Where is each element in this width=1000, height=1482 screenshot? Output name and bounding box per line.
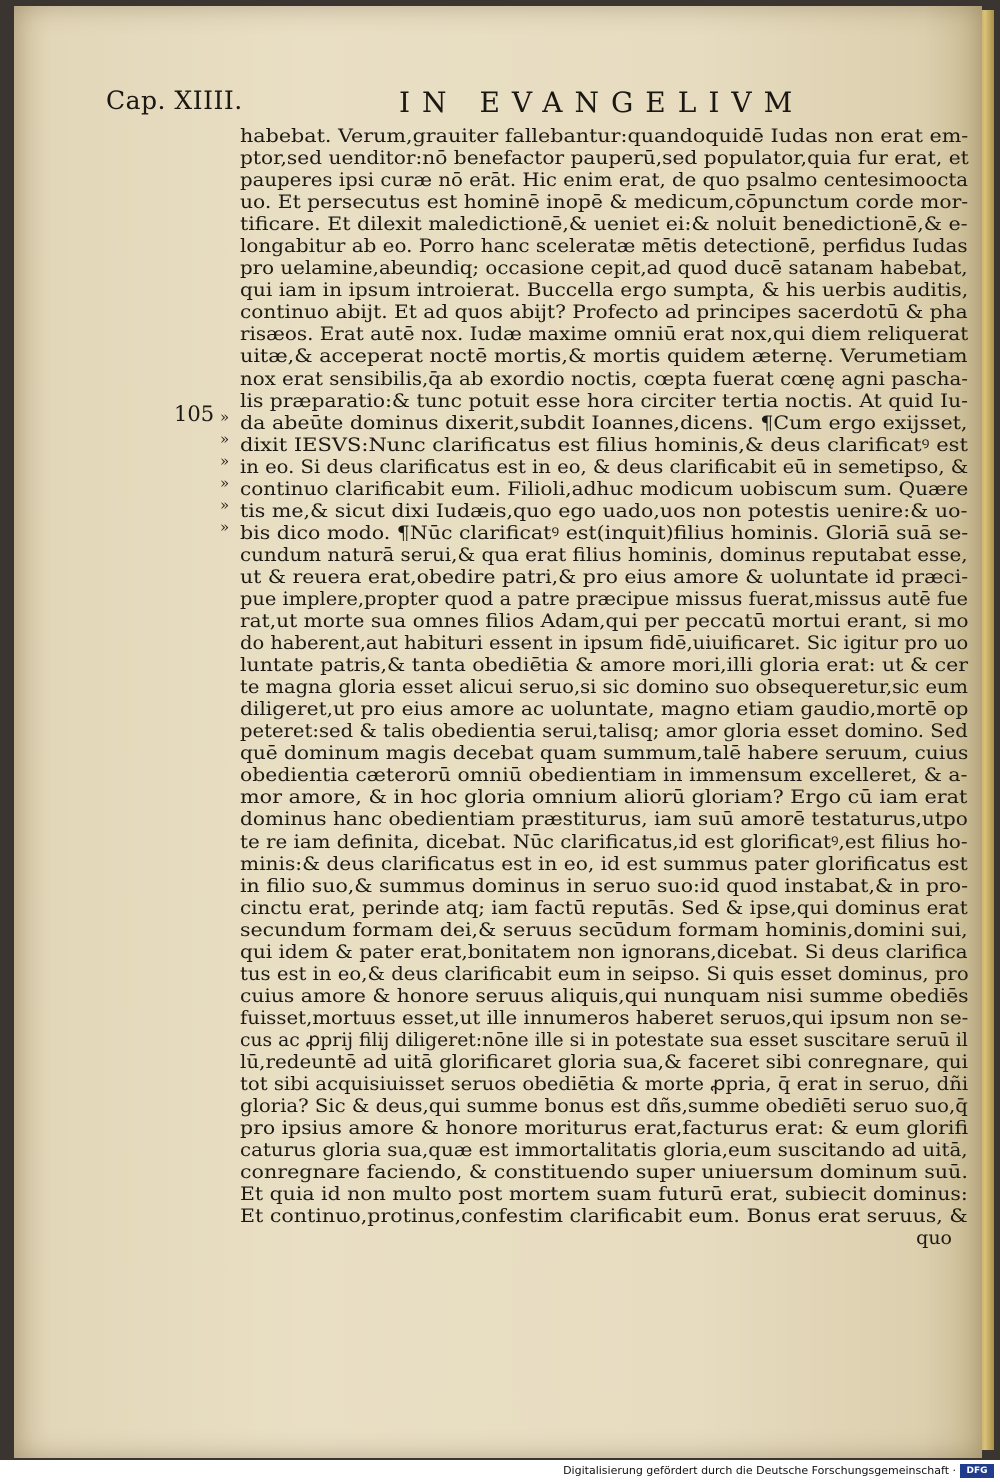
text-line: habebat. Verum,grauiter fallebantur:quandoquidē Iudas non erat em- (240, 125, 969, 147)
text-line: gloria? Sic & deus,qui summe bonus est dñs,summe obediēti seruo suo,q̄ (240, 1095, 968, 1118)
catchword-text: quo (916, 1227, 952, 1250)
text-line: rat,ut morte sua omnes filios Adam,qui per peccatū mortui erant, si mo (240, 610, 969, 633)
text-line: do haberent,aut habituri essent in ipsum fidē,uiuificaret. Sic igitur pro uo (240, 632, 969, 655)
quote-mark: » (220, 496, 229, 514)
text-line: uo. Et persecutus est hominē inopē & medicum,cōpunctum corde mor- (240, 191, 969, 214)
book-page (14, 6, 982, 1458)
text-line: Et continuo,protinus,confestim clarificabit eum. Bonus erat seruus, & (240, 1205, 968, 1228)
text-line: in eo. Si deus clarificatus est in eo, & deus clarificabit eū in semetipso, & (240, 455, 969, 478)
text-line: diligeret,ut pro eius amore ac uoluntate, magno etiam gaudio,mortē op (240, 698, 969, 721)
text-line: tot sibi acquisiuisset seruos obediētia & morte ꝓpria, q̄ erat in seruo, dñi (240, 1073, 969, 1096)
text-line: uitæ,& acceperat noctē mortis,& mortis quidem æternę. Verumetiam (240, 345, 968, 368)
text-line: in filio suo,& summus dominus in seruo suo:id quod instabat,& in pro- (240, 874, 969, 897)
text-line: minis:& deus clarificatus est in eo, id est summus pater glorificatus est (240, 852, 968, 875)
text-line: pue implere,propter quod a patre præcipue missus fuerat,missus autē fue (240, 587, 968, 610)
text-line: cus ac ꝓprij filij diligeret:nōne ille si in potestate sua esset suscitare seruū il (240, 1028, 968, 1051)
text-line: bis dico modo. ¶Nūc clarificatꝰ est(inquit)filius hominis. Gloriā suā se- (240, 521, 969, 544)
text-line: pro uelamine,abeundiq; occasione cepit,ad quod ducē satanam habebat, (240, 257, 968, 280)
text-line: pro ipsius amore & honore moriturus erat,facturus erat: & eum glorifi (240, 1117, 969, 1140)
chapter-heading: Cap. XIIII. (106, 86, 243, 115)
verse-number: 105 (174, 402, 215, 426)
text-line: nox erat sensibilis,q̄a ab exordio noctis, cœpta fuerat cœnę agni pascha- (240, 367, 968, 390)
text-line: cinctu erat, perinde atq; iam factū reputās. Sed & ipse,qui dominus erat (240, 896, 968, 919)
quote-mark: » (220, 474, 229, 492)
text-line: da abeūte dominus dixerit,subdit Ioannes,dicens. ¶Cum ergo exijsset, (240, 411, 968, 434)
text-line: ptor,sed uenditor:nō benefactor pauperū,sed populator,quia fur erat, et (240, 147, 969, 170)
page-header (14, 86, 982, 126)
text-line: qui idem & pater erat,bonitatem non ignorans,dicebat. Si deus clarifica (240, 940, 968, 963)
dfg-logo: DFG (960, 1464, 994, 1478)
catchword (240, 1227, 968, 1249)
text-line: tus est in eo,& deus clarificabit eum in seipso. Si quis esset dominus, pro (240, 962, 969, 985)
text-line: longabitur ab eo. Porro hanc sceleratæ mētis detectionē, perfidus Iudas (240, 235, 968, 258)
text-line: te magna gloria esset alicui seruo,si sic domino suo obsequeretur,sic eum (240, 676, 968, 699)
text-line: tis me,& sicut dixi Iudæis,quo ego uado,uos non potestis uenire:& uo- (240, 499, 968, 522)
text-line: continuo abijt. Et ad quos abijt? Profecto ad principes sacerdotū & pha (240, 301, 968, 324)
text-line: cundum naturā serui,& qua erat filius hominis, dominus reputabat esse, (240, 543, 968, 566)
text-line: obedientia cæterorū omniū obedientiam in immensum excelleret, & a- (240, 764, 968, 787)
quote-mark: » (220, 408, 229, 426)
text-line: pauperes ipsi curæ nō erāt. Hic enim erat, de quo psalmo centesimoocta (240, 169, 969, 192)
text-line: cuius amore & honore seruus aliquis,qui nunquam nisi summe obediēs (240, 984, 969, 1007)
footer-credit: Digitalisierung gefördert durch die Deutsche Forschungsgemeinschaft · (563, 1464, 956, 1477)
text-line: caturus gloria sua,quæ est immortalitatis gloria,eum suscitando ad uitā, (240, 1139, 968, 1162)
text-line: tificare. Et dilexit maledictionē,& ueniet ei:& noluit benedictionē,& e- (240, 213, 968, 236)
text-line: qui iam in ipsum introierat. Buccella ergo sumpta, & his uerbis auditis, (240, 279, 969, 302)
text-line: luntate patris,& tanta obediētia & amore mori,illi gloria erat: ut & cer (240, 654, 969, 677)
text-line: mor amore, & in hoc gloria omnium aliorū gloriam? Ergo cū iam erat (240, 786, 968, 809)
running-title: IN EVANGELIVM (399, 86, 805, 119)
text-line: ut & reuera erat,obedire patri,& pro eius amore & uoluntate id præci- (240, 565, 969, 588)
text-line: risæos. Erat autē nox. Iudæ maxime omniū erat nox,qui diem reliquerat (240, 323, 969, 346)
text-line: secundum formam dei,& seruus secūdum formam hominis,domini sui, (240, 918, 968, 941)
text-line: continuo clarificabit eum. Filioli,adhuc modicum uobiscum sum. Quære (240, 477, 969, 500)
text-line: dixit IESVS:Nunc clarificatus est filius hominis,& deus clarificatꝰ est (240, 433, 968, 456)
text-line: peteret:sed & talis obedientia serui,talisq; amor gloria esset domino. Sed (240, 720, 968, 743)
text-line: dominus hanc obedientiam præstiturus, iam suū amorē testaturus,utpo (240, 808, 968, 831)
quote-mark: » (220, 430, 229, 448)
text-line: quē dominum magis decebat quam summum,talē habere seruum, cuius (240, 742, 969, 765)
quote-mark: » (220, 452, 229, 470)
quote-mark: » (220, 518, 229, 536)
text-line: Et quia id non multo post mortem suam futurū erat, subiecit dominus: (240, 1183, 968, 1206)
text-line: lū,redeuntē ad uitā glorificaret gloria sua,& faceret sibi conregnare, qui (240, 1050, 968, 1073)
footer-bar (0, 1460, 1000, 1482)
text-line: lis præparatio:& tunc potuit esse hora circiter tertia noctis. At quid Iu- (240, 389, 969, 412)
text-line: conregnare faciendo, & constituendo super uniuersum dominum suū. (240, 1161, 968, 1184)
text-line: fuisset,mortuus esset,ut ille innumeros haberet seruos,qui ipsum non se- (240, 1006, 969, 1029)
body-text (240, 125, 968, 1249)
text-line: te re iam definita, dicebat. Nūc clarificatus,id est glorificatꝰ,est filius ho- (240, 830, 968, 853)
